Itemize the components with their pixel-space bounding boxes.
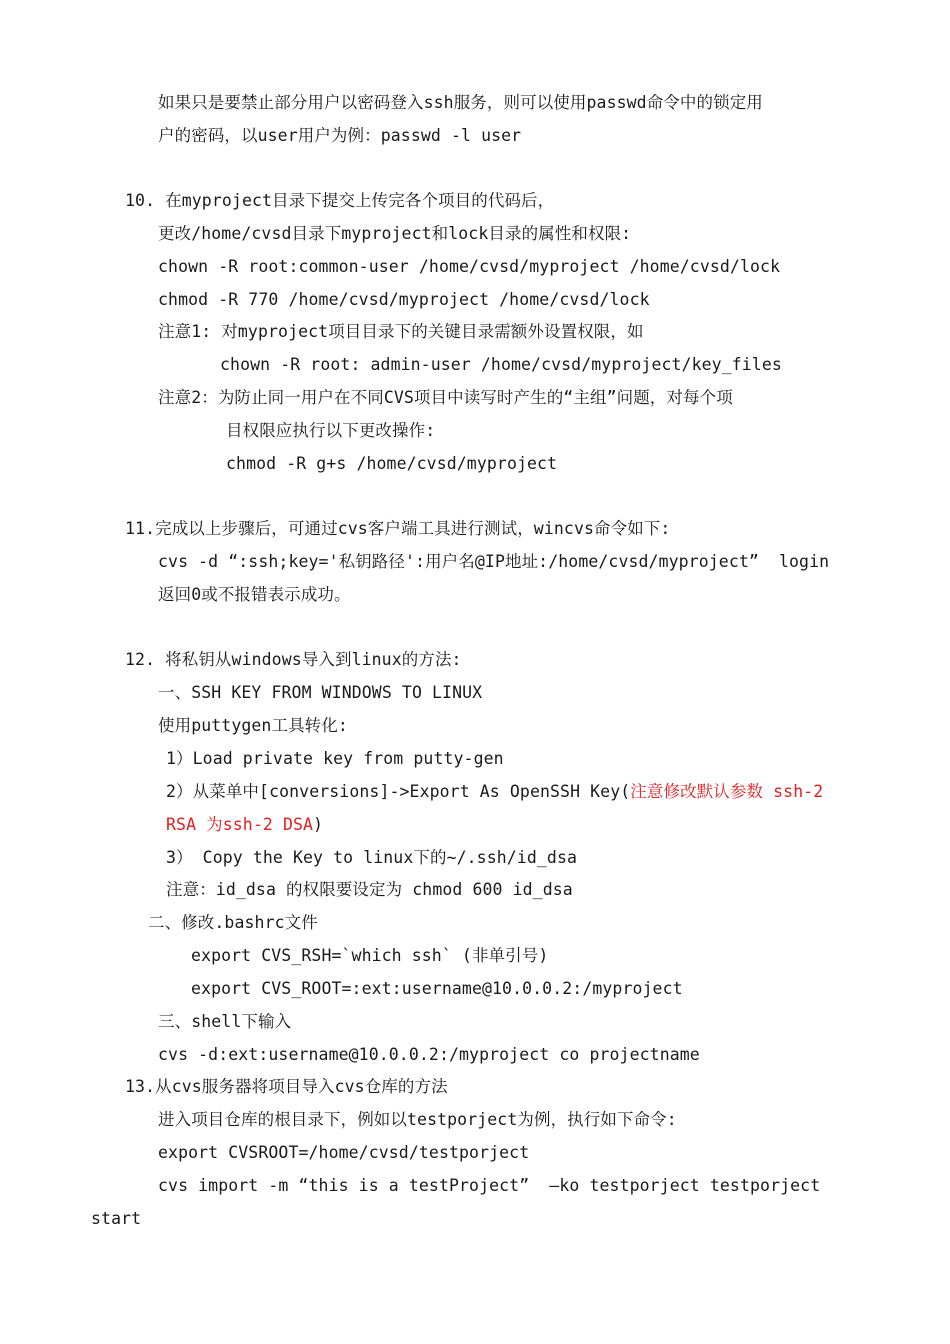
section-12-step-1: 1）Load private key from putty-gen [166,749,504,768]
section-12-part-1-intro: 使用puttygen工具转化: [158,716,348,735]
section-10-line: 更改/home/cvsd目录下myproject和lock目录的属性和权限: [158,224,632,243]
section-10-chmod-cmd: chmod -R 770 /home/cvsd/myproject /home/cvsd/lock [158,290,650,309]
section-13-heading: 13.从cvs服务器将项目导入cvs仓库的方法 [125,1077,448,1096]
section-13-cmd-2: cvs import -m “this is a testProject” –ko testporject testporject [158,1176,821,1195]
section-13-cmd-2-wrap: start [91,1209,142,1228]
section-12-part-2-cmd-2: export CVS_ROOT=:ext:username@10.0.0.2:/myproject [191,979,683,998]
section-10-note-2-cmd: chmod -R g+s /home/cvsd/myproject [226,454,558,473]
section-11-heading: 11.完成以上步骤后，可通过cvs客户端工具进行测试，wincvs命令如下: [125,519,671,538]
section-12-part-2-title: 二、修改.bashrc文件 [148,913,318,932]
section-12-step-2-close: ) [313,815,324,834]
section-12-step-2 [166,780,823,804]
section-10-heading: 10. 在myproject目录下提交上传完各个项目的代码后， [125,191,555,210]
section-12-part-3-cmd: cvs -d:ext:username@10.0.0.2:/myproject co projectname [158,1045,700,1064]
section-12-step-2-continued [166,813,323,837]
section-13-intro: 进入项目仓库的根目录下，例如以testporject为例，执行如下命令: [158,1110,677,1129]
section-10-note-1-cmd: chown -R root: admin-user /home/cvsd/myproject/key_files [220,355,782,374]
section-12-heading: 12. 将私钥从windows导入到linux的方法: [125,650,462,669]
intro-line-2: 户的密码，以user用户为例：passwd -l user [158,126,522,145]
section-10-chown-cmd: chown -R root:common-user /home/cvsd/myproject /home/cvsd/lock [158,257,781,276]
section-11-result: 返回0或不报错表示成功。 [158,585,351,604]
section-11-cmd: cvs -d “:ssh;key='私钥路径':用户名@IP地址:/home/cvsd/myproject” login [158,552,830,571]
section-12-step-note: 注意：id_dsa 的权限要设定为 chmod 600 id_dsa [166,880,573,899]
section-12-part-2-cmd-1: export CVS_RSH=`which ssh` (非单引号) [191,946,549,965]
intro-line-1: 如果只是要禁止部分用户以密码登入ssh服务，则可以使用passwd命令中的锁定用 [158,93,763,112]
section-10-note-2-line-2: 目权限应执行以下更改操作: [226,421,436,440]
section-12-step-2-warning-cont: RSA 为ssh-2 DSA [166,815,314,834]
section-10-note-2-line-1: 注意2：为防止同一用户在不同CVS项目中读写时产生的“主组”问题，对每个项 [158,388,733,407]
section-10-note-1: 注意1: 对myproject项目目录下的关键目录需额外设置权限，如 [158,322,644,341]
section-12-part-3-title: 三、shell下输入 [158,1012,292,1031]
section-12-part-1-title: 一、SSH KEY FROM WINDOWS TO LINUX [158,683,483,702]
section-12-step-3: 3） Copy the Key to linux下的~/.ssh/id_dsa [166,848,578,867]
section-12-step-2-text: 2）从菜单中[conversions]->Export As OpenSSH Key( [166,782,631,801]
section-12-step-2-warning: 注意修改默认参数 ssh-2 [630,782,824,801]
section-13-cmd-1: export CVSROOT=/home/cvsd/testporject [158,1143,530,1162]
